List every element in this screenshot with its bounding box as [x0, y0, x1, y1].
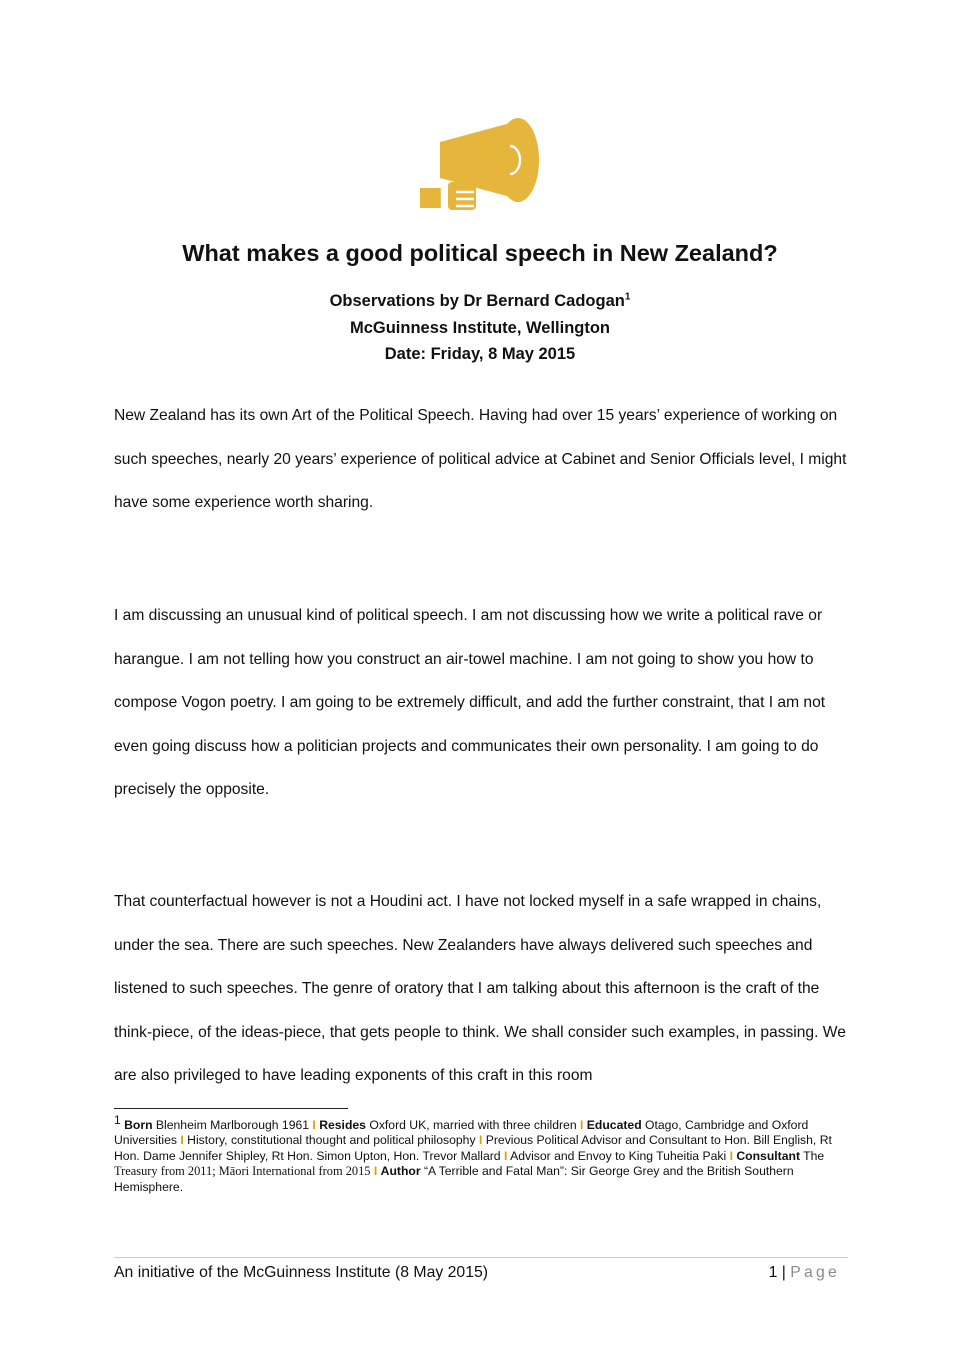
date-line: Date: Friday, 8 May 2015 [384, 345, 576, 363]
body-paragraph: That counterfactual however is not a Houdini act. I have not locked myself in a safe wrapped in chains, under the sea. There are such speeches. New Zealanders have always delivered such speeches and listened to such speeches. The genre of oratory that I am talking about this afternoon is the craft of the think-piece, of the ideas-piece, that gets people to think. We shall consider such examples, in passing. We are also privileged to have leading exponents of this craft in this room [114, 893, 846, 1085]
document-title: What makes a good political speech in New Zealand? [182, 240, 778, 266]
footnote-separator: I [580, 1118, 584, 1132]
document-subtitle [0, 288, 960, 368]
footnote-reference[interactable]: 1 [624, 291, 631, 303]
footnote: 1 Born Blenheim Marlborough 1961 I Resides Oxford UK, married with three children I Educated Otago, Cambridge and Oxford Universities I History, constitutional thought and political philosophy I Previous Political Advisor and Consultant to Hon. Bill English, Rt Hon. Dame Jennifer Shipley, Rt Hon. Simon Upton, Hon. Trevor Mallard I Advisor and Envoy to King Tuheitia Paki I Consultant The Treasury from 2011; Māori International from 2015 I Author “A Terrible and Fatal Man”: Sir George Grey and the British Southern Hemisphere. [114, 1112, 832, 1194]
body-paragraph: New Zealand has its own Art of the Political Speech. Having had over 15 years’ experience of working on such speeches, nearly 20 years’ experience of political advice at Cabinet and Senior Officials level, I might have some experience worth sharing. [114, 407, 847, 512]
footnote-separator: I [180, 1133, 184, 1148]
body-paragraph: I am discussing an unusual kind of political speech. I am not discussing how we write a political rave or harangue. I am not telling how you construct an air-towel machine. I am not going to show you how to compose Vogon poetry. I am going to be extremely difficult, and add the further constraint, that I am not even going discuss how a politician projects and communicates their own personality. I am going to do precisely the opposite. [114, 607, 826, 799]
page-number: 1 | Page [768, 1264, 840, 1281]
institution-line: McGuinness Institute, Wellington [349, 318, 611, 337]
footer-text: An initiative of the McGuinness Institute (8 May 2015) [114, 1264, 489, 1281]
footnote-separator: I [729, 1148, 733, 1163]
megaphone-icon [418, 116, 542, 214]
footer-divider [114, 1257, 848, 1258]
footnote-divider [114, 1108, 348, 1109]
footnote-separator: I [312, 1118, 316, 1132]
footnote-separator: I [503, 1148, 508, 1163]
footnote-number: 1 [114, 1112, 121, 1127]
footnote-separator: I [478, 1133, 483, 1148]
footnote-separator: I [373, 1164, 378, 1179]
author-line: Observations by Dr Bernard Cadogan$^1$ [329, 291, 631, 310]
